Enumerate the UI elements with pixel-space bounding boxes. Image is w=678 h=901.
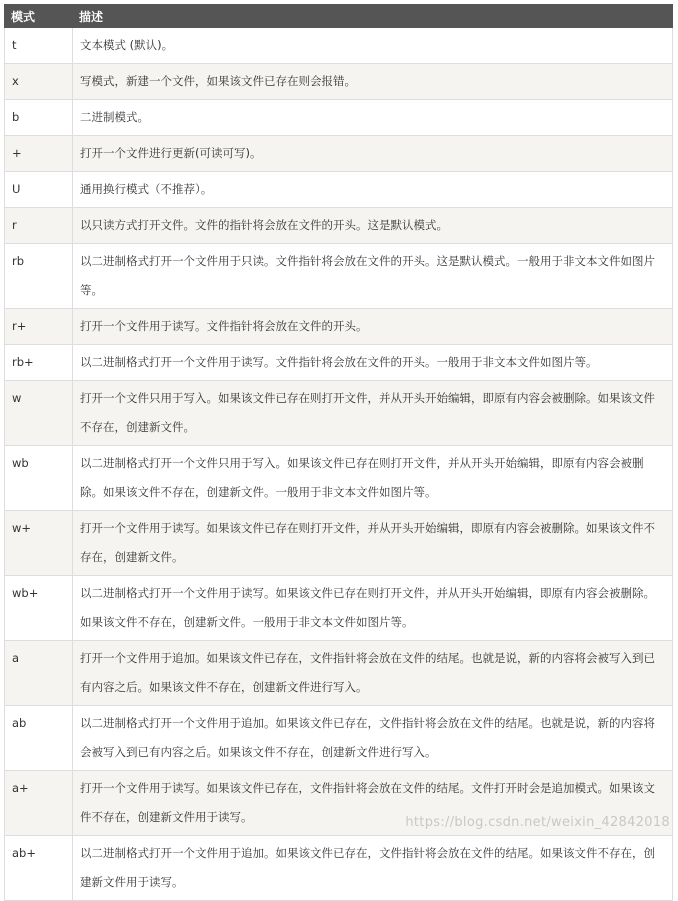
mode-cell: w+ — [5, 511, 73, 576]
description-cell: 以二进制格式打开一个文件用于读写。文件指针将会放在文件的开头。一般用于非文本文件如图片等。 — [73, 345, 673, 381]
description-cell: 写模式，新建一个文件，如果该文件已存在则会报错。 — [73, 64, 673, 100]
description-cell: 通用换行模式（不推荐）。 — [73, 172, 673, 208]
table-row — [5, 641, 673, 706]
description-cell: 以只读方式打开文件。文件的指针将会放在文件的开头。这是默认模式。 — [73, 208, 673, 244]
table-row — [5, 381, 673, 446]
mode-cell: a+ — [5, 771, 73, 836]
file-mode-table-container — [4, 4, 672, 901]
table-row — [5, 64, 673, 100]
mode-cell: x — [5, 64, 73, 100]
table-row — [5, 706, 673, 771]
mode-cell: + — [5, 136, 73, 172]
mode-cell: t — [5, 28, 73, 64]
table-row — [5, 836, 673, 901]
file-mode-table — [4, 4, 673, 901]
description-cell: 以二进制格式打开一个文件用于只读。文件指针将会放在文件的开头。这是默认模式。一般用于非文本文件如图片等。 — [73, 244, 673, 309]
table-row — [5, 511, 673, 576]
description-cell: 打开一个文件用于读写。如果该文件已存在则打开文件，并从开头开始编辑，即原有内容会被删除。如果该文件不存在，创建新文件。 — [73, 511, 673, 576]
column-header-mode: 模式 — [5, 5, 73, 28]
description-cell: 打开一个文件用于读写。文件指针将会放在文件的开头。 — [73, 309, 673, 345]
table-body — [5, 28, 673, 901]
description-cell: 以二进制格式打开一个文件用于读写。如果该文件已存在则打开文件，并从开头开始编辑，即原有内容会被删除。如果该文件不存在，创建新文件。一般用于非文本文件如图片等。 — [73, 576, 673, 641]
mode-cell: rb+ — [5, 345, 73, 381]
mode-cell: b — [5, 100, 73, 136]
mode-cell: wb+ — [5, 576, 73, 641]
mode-cell: rb — [5, 244, 73, 309]
table-row — [5, 309, 673, 345]
mode-cell: wb — [5, 446, 73, 511]
table-header-row — [5, 5, 673, 28]
mode-cell: a — [5, 641, 73, 706]
table-row — [5, 446, 673, 511]
description-cell: 以二进制格式打开一个文件只用于写入。如果该文件已存在则打开文件，并从开头开始编辑，即原有内容会被删除。如果该文件不存在，创建新文件。一般用于非文本文件如图片等。 — [73, 446, 673, 511]
table-row — [5, 136, 673, 172]
table-row — [5, 28, 673, 64]
table-header — [5, 5, 673, 28]
description-cell: 以二进制格式打开一个文件用于追加。如果该文件已存在，文件指针将会放在文件的结尾。如果该文件不存在，创建新文件用于读写。 — [73, 836, 673, 901]
description-cell: 文本模式 (默认)。 — [73, 28, 673, 64]
table-row — [5, 345, 673, 381]
mode-cell: r — [5, 208, 73, 244]
description-cell: 打开一个文件只用于写入。如果该文件已存在则打开文件，并从开头开始编辑，即原有内容会被删除。如果该文件不存在，创建新文件。 — [73, 381, 673, 446]
mode-cell: U — [5, 172, 73, 208]
watermark: https://blog.csdn.net/weixin_42842018 — [405, 815, 670, 830]
table-row — [5, 576, 673, 641]
description-cell: 打开一个文件进行更新(可读可写)。 — [73, 136, 673, 172]
mode-cell: w — [5, 381, 73, 446]
description-cell: 打开一个文件用于追加。如果该文件已存在，文件指针将会放在文件的结尾。也就是说，新的内容将会被写入到已有内容之后。如果该文件不存在，创建新文件进行写入。 — [73, 641, 673, 706]
table-row — [5, 208, 673, 244]
table-row — [5, 100, 673, 136]
description-cell: 二进制模式。 — [73, 100, 673, 136]
mode-cell: ab — [5, 706, 73, 771]
mode-cell: r+ — [5, 309, 73, 345]
table-row — [5, 244, 673, 309]
mode-cell: ab+ — [5, 836, 73, 901]
description-cell: 打开一个文件用于读写。如果该文件已存在，文件指针将会放在文件的结尾。文件打开时会是追加模式。如果该文件不存在，创建新文件用于读写。 — [73, 771, 673, 836]
table-row — [5, 172, 673, 208]
column-header-description: 描述 — [73, 5, 673, 28]
description-cell: 以二进制格式打开一个文件用于追加。如果该文件已存在，文件指针将会放在文件的结尾。也就是说，新的内容将会被写入到已有内容之后。如果该文件不存在，创建新文件进行写入。 — [73, 706, 673, 771]
